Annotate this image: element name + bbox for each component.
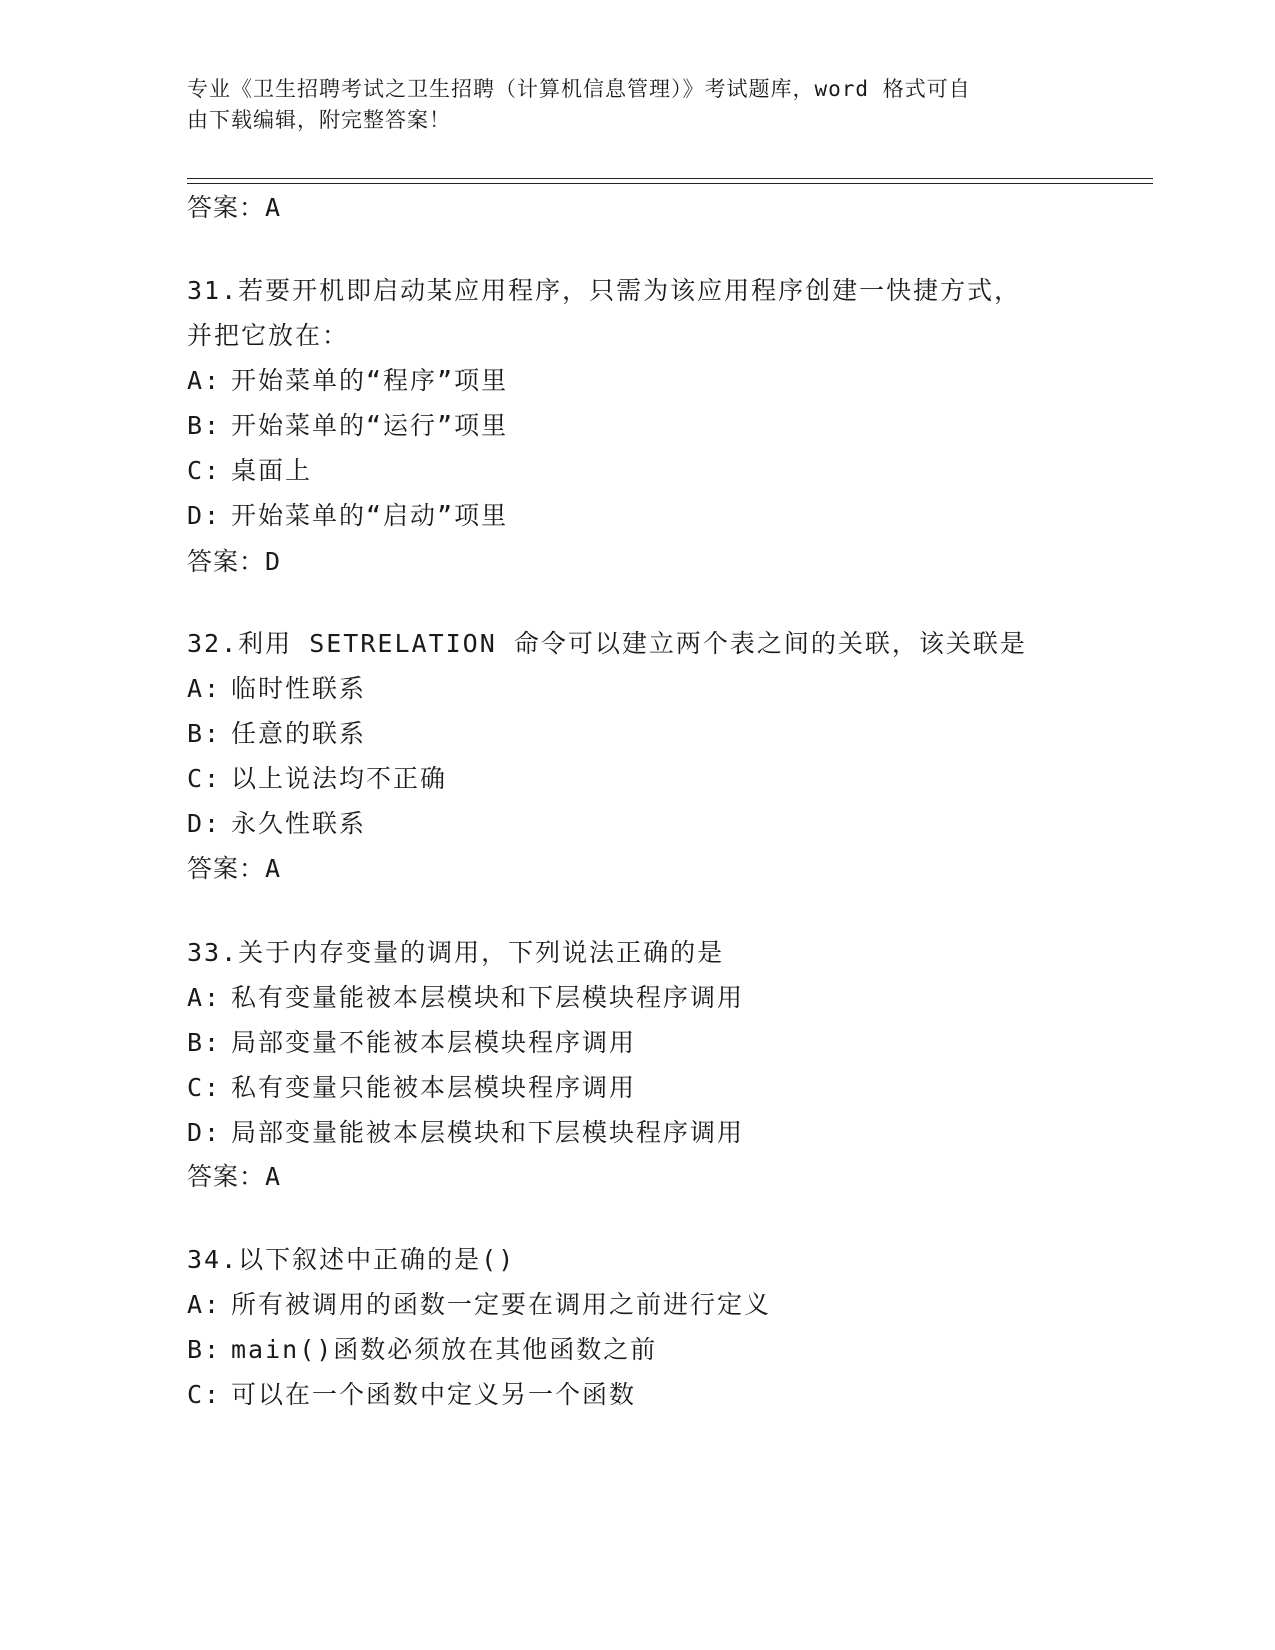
option-label: C: [187, 1073, 222, 1102]
option-c [187, 756, 1087, 801]
answer-value: A [265, 854, 282, 883]
option-text: 以上说法均不正确 [231, 764, 448, 793]
option-label: B: [187, 1335, 222, 1364]
option-d [187, 493, 1087, 538]
option-c [187, 1065, 1087, 1110]
question-32 [187, 621, 1087, 846]
question-stem: 34.以下叙述中正确的是() [187, 1245, 516, 1274]
option-c [187, 1372, 1087, 1417]
option-text: 局部变量不能被本层模块程序调用 [231, 1028, 637, 1057]
question-31 [187, 268, 1087, 538]
option-label: D: [187, 809, 222, 838]
option-label: C: [187, 764, 222, 793]
answer-prefix: 答案： [187, 547, 266, 576]
question-stem: 33.关于内存变量的调用，下列说法正确的是 [187, 938, 725, 967]
option-label: D: [187, 1118, 222, 1147]
answer-prefix: 答案： [187, 193, 266, 222]
answer-value: D [265, 547, 282, 576]
option-text: 桌面上 [231, 456, 313, 485]
option-label: A: [187, 1290, 222, 1319]
answer-line [187, 192, 281, 224]
option-label: D: [187, 501, 222, 530]
question-stem: 31.若要开机即启动某应用程序，只需为该应用程序创建一快捷方式， [187, 276, 1022, 305]
option-label: B: [187, 1028, 222, 1057]
option-label: A: [187, 674, 222, 703]
header-divider-bottom [187, 183, 1153, 184]
header-divider-top [187, 178, 1153, 179]
option-d [187, 801, 1087, 846]
option-a [187, 358, 1087, 403]
option-text: 临时性联系 [231, 674, 367, 703]
option-text: 永久性联系 [231, 809, 367, 838]
answer-line [187, 853, 281, 885]
option-label: C: [187, 1380, 222, 1409]
question-stem: 32.利用 SETRELATION 命令可以建立两个表之间的关联，该关联是 [187, 629, 1027, 658]
option-a [187, 666, 1087, 711]
answer-prefix: 答案： [187, 854, 266, 883]
option-label: A: [187, 366, 222, 395]
option-label: C: [187, 456, 222, 485]
header-line-2: 由下载编辑，附完整答案！ [187, 108, 451, 132]
option-text: main()函数必须放在其他函数之前 [231, 1335, 658, 1364]
question-stem-continued: 并把它放在： [187, 321, 350, 350]
option-text: 开始菜单的“启动”项里 [231, 501, 509, 530]
answer-value: A [265, 193, 282, 222]
answer-prefix: 答案： [187, 1162, 266, 1191]
question-33 [187, 930, 1087, 1155]
option-text: 私有变量能被本层模块和下层模块程序调用 [231, 983, 745, 1012]
header-line-1: 专业《卫生招聘考试之卫生招聘（计算机信息管理）》考试题库，word 格式可自 [187, 77, 971, 101]
answer-line [187, 1161, 281, 1193]
option-d [187, 1110, 1087, 1155]
option-a [187, 975, 1087, 1020]
answer-value: A [265, 1162, 282, 1191]
option-label: B: [187, 719, 222, 748]
answer-line [187, 546, 281, 578]
option-b [187, 403, 1087, 448]
option-text: 可以在一个函数中定义另一个函数 [231, 1380, 637, 1409]
question-34 [187, 1237, 1087, 1417]
option-label: A: [187, 983, 222, 1012]
option-label: B: [187, 411, 222, 440]
option-text: 任意的联系 [231, 719, 367, 748]
option-text: 开始菜单的“运行”项里 [231, 411, 509, 440]
option-a [187, 1282, 1087, 1327]
document-header [187, 74, 1067, 136]
option-b [187, 1020, 1087, 1065]
option-text: 所有被调用的函数一定要在调用之前进行定义 [231, 1290, 772, 1319]
option-text: 局部变量能被本层模块和下层模块程序调用 [231, 1118, 745, 1147]
option-text: 开始菜单的“程序”项里 [231, 366, 509, 395]
option-b [187, 1327, 1087, 1372]
option-text: 私有变量只能被本层模块程序调用 [231, 1073, 637, 1102]
option-c [187, 448, 1087, 493]
option-b [187, 711, 1087, 756]
